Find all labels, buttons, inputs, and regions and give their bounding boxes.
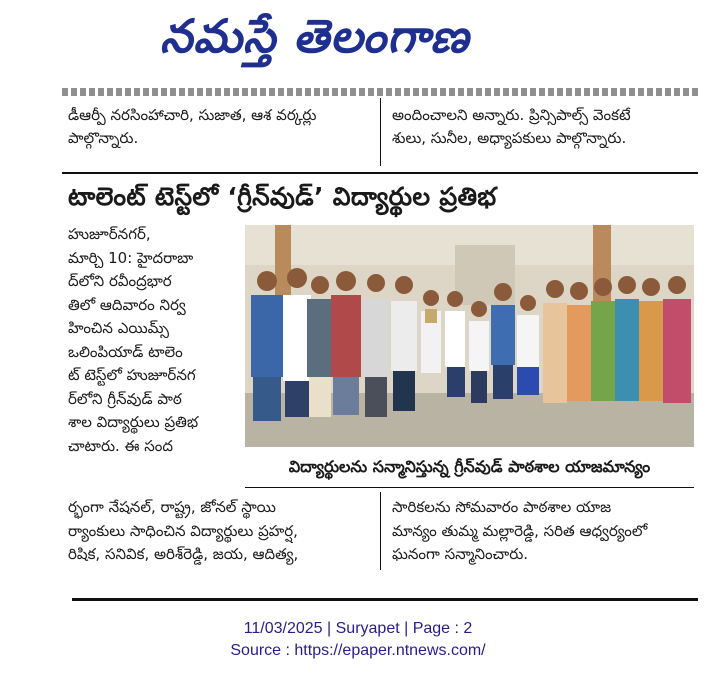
text-line: తిలో ఆదివారం నిర్వ [68,295,186,314]
newspaper-clipping [62,88,698,603]
footer [0,618,716,662]
text-line: చాటారు. ఈ సంద [68,436,173,455]
text-line: డీఆర్పీ నరసింహాచారి, సుజాత, ఆశ వర్కర్లు [68,106,317,124]
text-line: మాన్యం తుమ్మ మల్లారెడ్డి, సరిత ఆధ్వర్యంలో [392,521,648,540]
masthead [0,0,716,80]
text-line: హించిన ఎయిమ్స్ [68,319,169,337]
text-line: అందించాలని అన్నారు. ప్రిన్సిపాల్స్ వెంకటే [392,106,631,124]
newspaper-logo: నమస్తే తెలంగాణ [160,9,470,63]
article-body [68,223,238,458]
text-line: హుజూర్‌నగర్, [68,225,151,243]
group-photo-illustration [245,225,694,447]
text-line: శులు, సునీల, అధ్యాపకులు పాల్గొన్నారు. [392,129,627,147]
text-line: ద్‌లోని రవీంద్రభార [68,272,172,290]
previous-article-left [68,104,368,150]
text-line: రిషిక, సనివిక, అరిశ్‌రెడ్డి, జయ, ఆదిత్య, [68,545,299,563]
footer-date-line: 11/03/2025 | Suryapet | Page : 2 [243,620,473,637]
text-line: పాల్గొన్నారు. [68,129,139,147]
text-line: శాల విద్యార్థులు ప్రతిభ [68,413,199,431]
text-line: ర్‌లోని గ్రీన్‌వుడ్ పాఠ [68,389,182,408]
column-divider [380,492,381,570]
cut-text-strip [62,88,698,96]
article-body-continued-left [68,496,368,567]
previous-article-right [392,104,692,150]
text-line: ఘనంగా సన్మానించారు. [392,545,529,563]
text-line: ట్ టెస్ట్‌లో హుజూర్‌నగ [68,366,196,384]
text-line: ఒలింపియాడ్ టాలెం [68,342,183,361]
photo-caption: విద్యార్థులను సన్మానిస్తున్న గ్రీన్‌వుడ్ పాఠశాల యాజమాన్యం [245,449,694,485]
text-line: ర్యాంకులు సాధించిన విద్యార్థులు ప్రహర్ష, [68,521,298,540]
article-headline: టాలెంట్ టెస్ట్‌లో ‘గ్రీన్‌వుడ్’ విద్యార్థుల ప్రతిభ [68,182,497,211]
group-photo [245,225,694,447]
text-line: మార్చి 10: హైదరాబా [68,248,194,267]
text-line: సారికలను సోమవారం పాఠశాల యాజ [392,498,612,516]
bottom-rule [72,598,698,601]
text-line: ర్భంగా నేషనల్, రాష్ట్ర, జోనల్ స్థాయి [68,498,276,516]
footer-source-line: Source : https://epaper.ntnews.com/ [230,642,486,659]
article-body-continued-right [392,496,692,567]
column-divider [380,98,381,166]
section-divider [62,172,698,174]
caption-rule [245,487,694,488]
